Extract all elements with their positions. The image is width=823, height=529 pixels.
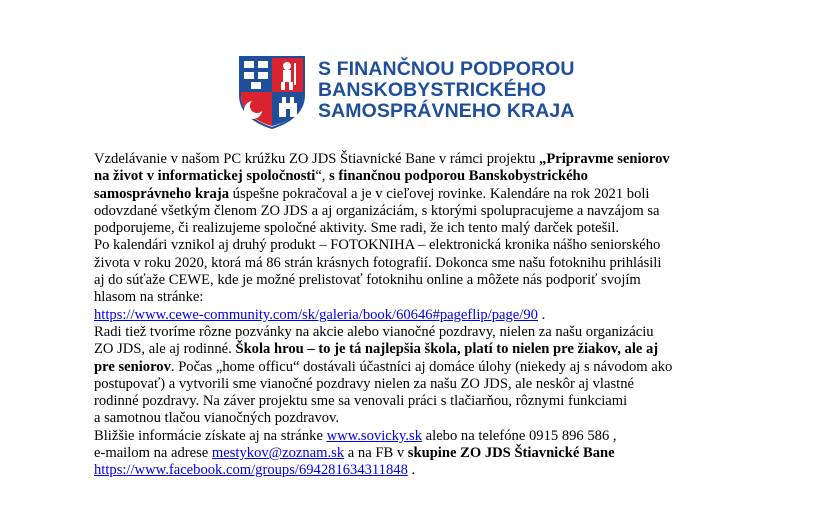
p4-text-fb-label: a na FB v [344,445,408,462]
p3-text-f: a samotnou tlačou vianočných pozdravov. [94,410,340,427]
p3-text-d: postupovať) a vytvorili sme vianočné pozdravy nielen za našu ZO JDS, ale neskôr aj vlastné [94,375,634,392]
banner-line-2: BANSKOBYSTRICKÉHO [318,79,547,101]
banner-line-1: S FINANČNOU PODPOROU [318,58,575,80]
p1-text-e: odovzdané všetkým členom ZO JDS a aj organizáciám, s ktorými spolupracujeme a navzájom sa [94,202,660,219]
sovicky-link[interactable]: www.sovicky.sk [326,427,423,444]
cewe-link[interactable]: https://www.cewe-community.com/sk/galeria/book/60646#pageflip/page/90 [94,306,538,323]
p4-text-email-label: e-mailom na adrese [94,445,212,462]
p2-text-d: hlasom na stránke: [94,289,204,306]
p4-link-after: . [407,462,416,479]
email-link[interactable]: mestykov@zoznam.sk [211,445,345,462]
paragraph-3 [94,324,734,428]
p3-text-c: . Počas „home officu“ dostávali účastníci aj domáce úlohy (niekedy aj s návodom ako [170,358,673,375]
p2-text-c: aj do súťaže CEWE, kde je možné prelistovať fotoknihu online a môžete nás podporiť svojím [94,272,641,289]
paragraph-4 [94,428,734,480]
p1-bold-support: s finančnou podporou Banskobystrického [329,168,588,185]
p1-text-quote: “, [315,168,330,185]
coat-of-arms-icon [238,55,306,129]
p4-text-phone: alebo na telefóne 0915 896 586 , [422,427,617,444]
p1-bold-project-start: „Pripravme seniorov [539,151,670,167]
p4-bold-group: skupine ZO JDS Štiavnické Bane [407,445,615,462]
banner-text [318,59,575,122]
p3-bold-school: Škola hrou – to je tá najlepšia škola, platí to nielen pre žiakov, ale aj [235,341,659,358]
paragraph-2 [94,237,734,323]
p1-text-d: úspešne pokračoval a je v cieľovej rovinke. Kalendáre na rok 2021 boli [229,185,650,202]
p1-text-a: Vzdelávanie v našom PC krúžku ZO JDS Štiavnické Bane v rámci projektu [94,151,540,167]
facebook-link[interactable]: https://www.facebook.com/groups/694281634311848 [94,462,408,479]
p3-text-a: Radi tiež tvoríme rôzne pozvánky na akcie alebo vianočné pozdravy, nielen za našu organizáciu [94,323,654,340]
p3-text-e: rodinné pozdravy. Na záver projektu sme sa venovali práci s tlačiarňou, rôznymi funkciami [94,393,628,410]
article-body [94,151,734,480]
banner-line-3: SAMOSPRÁVNEHO KRAJA [318,100,575,122]
p1-text-f: podporujeme, či realizujeme spoločné aktivity. Sme radi, že ich tento malý darček potešil. [94,220,620,237]
sponsor-banner [238,55,583,129]
p1-bold-region: samosprávneho kraja [94,185,229,202]
p2-link-after: . [537,306,546,323]
p4-text-a: Bližšie informácie získate aj na stránke [94,427,327,444]
p3-text-b: ZO JDS, ale aj rodinné. [94,341,236,358]
p2-text-b: života v roku 2020, ktorá má 86 strán krásnych fotografií. Dokonca sme našu fotoknihu prihlásili [94,254,662,271]
paragraph-1 [94,151,734,237]
p3-bold-seniors: pre seniorov [94,358,171,375]
p2-text-a: Po kalendári vznikol aj druhý produkt – FOTOKNIHA – elektronická kronika nášho seniorského [94,237,661,254]
p1-bold-project-end: na život v informatickej spoločnosti [94,168,316,185]
